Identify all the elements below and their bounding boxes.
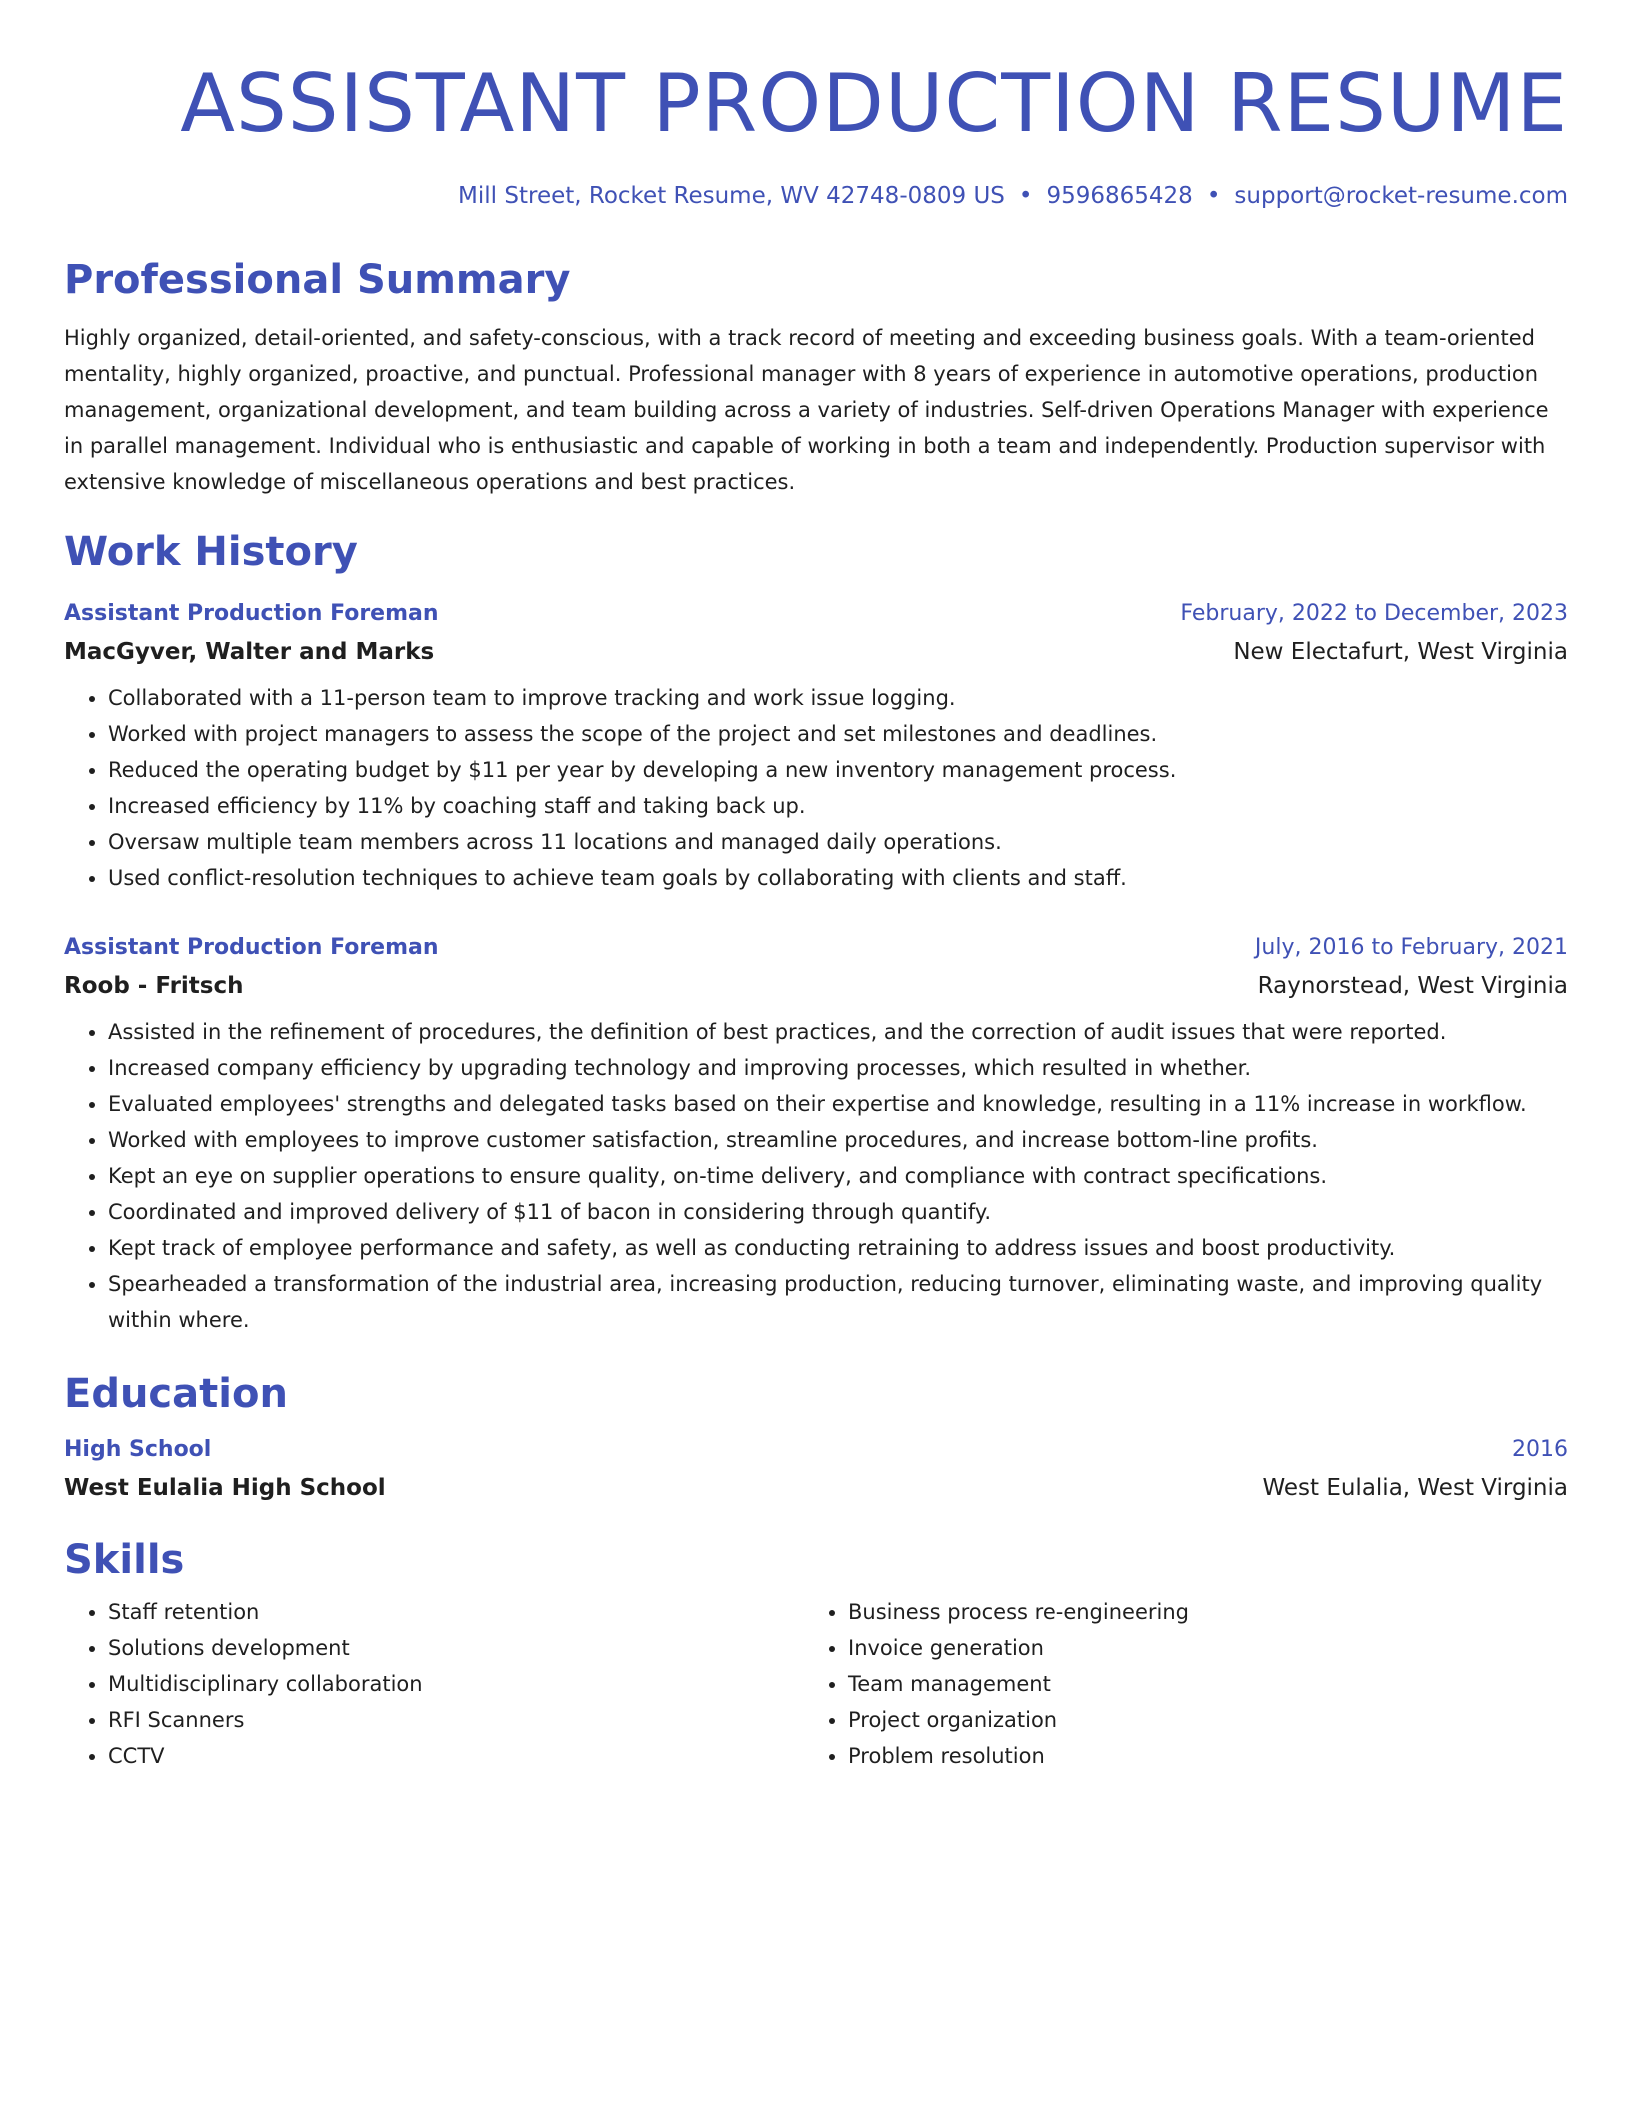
job-bullet: • Spearheaded a transformation of the industrial area, increasing production, reducing turnover, eliminating waste, and improving quality within where.: [108, 1266, 1568, 1338]
job-title: Assistant Production Foreman: [64, 935, 439, 960]
resume-page: [64, 0, 1568, 1774]
job-bullet: • Kept an eye on supplier operations to ensure quality, on-time delivery, and compliance with contract specifications.: [108, 1158, 1568, 1194]
job-header-row: [64, 596, 1568, 632]
job-title: Assistant Production Foreman: [64, 601, 439, 626]
job-bullet: • Coordinated and improved delivery of $11 of bacon in considering through quantify.: [108, 1194, 1568, 1230]
contact-line: [64, 180, 1568, 212]
skill-item: • Multidisciplinary collaboration: [108, 1666, 804, 1702]
skills-column-right: [804, 1594, 1568, 1774]
work-history-heading: Work History: [64, 529, 358, 575]
education-location: West Eulalia, West Virginia: [1262, 1475, 1568, 1501]
skills-column-left: [64, 1594, 804, 1774]
education-school: West Eulalia High School: [64, 1475, 386, 1501]
skill-item: • CCTV: [108, 1738, 804, 1774]
job-bullet: • Used conflict-resolution techniques to achieve team goals by collaborating with clients and staff.: [108, 860, 1568, 896]
contact-separator: •: [1206, 183, 1221, 209]
education-heading: Education: [64, 1371, 288, 1417]
education-entry: [64, 1432, 1568, 1508]
job-bullets: [64, 680, 1568, 896]
education-header-row: [64, 1432, 1568, 1468]
skill-item: • Team management: [848, 1666, 1568, 1702]
job-employer-row: [64, 966, 1568, 1006]
summary-text: Highly organized, detail-oriented, and safety-conscious, with a track record of meeting and exceeding business goals. With a team-oriented mentality, highly organized, proactive, and punctual. Professional manager with 8 years of experience in automotive operations, production management, organizational development, and team building across a variety of industries. Self-driven Operations Manager with experience in parallel management. Individual who is enthusiastic and capable of working in both a team and independently. Production supervisor with extensive knowledge of miscellaneous operations and best practices.: [64, 326, 1549, 494]
job-employer: Roob - Fritsch: [64, 973, 244, 999]
job-entry: [64, 930, 1568, 1338]
job-bullets: [64, 1014, 1568, 1338]
job-header-row: [64, 930, 1568, 966]
contact-separator: •: [1018, 183, 1033, 209]
education-school-row: [64, 1468, 1568, 1508]
skill-item: • Staff retention: [108, 1594, 804, 1630]
job-bullet: • Worked with project managers to assess the scope of the project and set milestones and deadlines.: [108, 716, 1568, 752]
job-employer-row: [64, 632, 1568, 672]
job-bullet: • Kept track of employee performance and safety, as well as conducting retraining to address issues and boost productivity.: [108, 1230, 1568, 1266]
skill-item: • Business process re-engineering: [848, 1594, 1568, 1630]
skill-item: • Project organization: [848, 1702, 1568, 1738]
resume-title: ASSISTANT PRODUCTION RESUME: [180, 57, 1568, 150]
job-employer: MacGyver, Walter and Marks: [64, 639, 435, 665]
education-degree: High School: [64, 1437, 212, 1462]
skill-item: • RFI Scanners: [108, 1702, 804, 1738]
job-entry: [64, 596, 1568, 896]
job-bullet: • Evaluated employees' strengths and delegated tasks based on their expertise and knowledge, resulting in a 11% increase in workflow.: [108, 1086, 1568, 1122]
skills-list: [64, 1594, 1568, 1774]
job-bullet: • Assisted in the refinement of procedures, the definition of best practices, and the correction of audit issues that were reported.: [108, 1014, 1568, 1050]
job-bullet: • Increased company efficiency by upgrading technology and improving processes, which resulted in whether.: [108, 1050, 1568, 1086]
job-bullet: • Collaborated with a 11-person team to improve tracking and work issue logging.: [108, 680, 1568, 716]
education-year: 2016: [1512, 1437, 1568, 1462]
summary-heading: Professional Summary: [64, 257, 571, 303]
skills-heading: Skills: [64, 1537, 185, 1583]
skill-item: • Solutions development: [108, 1630, 804, 1666]
skill-item: • Problem resolution: [848, 1738, 1568, 1774]
job-dates: July, 2016 to February, 2021: [1254, 935, 1568, 960]
job-bullet: • Oversaw multiple team members across 11 locations and managed daily operations.: [108, 824, 1568, 860]
job-location: New Electafurt, West Virginia: [1233, 639, 1568, 665]
contact-address: Mill Street, Rocket Resume, WV 42748-0809 US: [458, 183, 1005, 209]
job-bullet: • Worked with employees to improve customer satisfaction, streamline procedures, and increase bottom-line profits.: [108, 1122, 1568, 1158]
skill-item: • Invoice generation: [848, 1630, 1568, 1666]
contact-phone: 9596865428: [1046, 183, 1193, 209]
job-bullet: • Reduced the operating budget by $11 per year by developing a new inventory management process.: [108, 752, 1568, 788]
job-location: Raynorstead, West Virginia: [1257, 973, 1568, 999]
job-bullet: • Increased efficiency by 11% by coaching staff and taking back up.: [108, 788, 1568, 824]
job-dates: February, 2022 to December, 2023: [1180, 601, 1568, 626]
contact-email[interactable]: support@rocket-resume.com: [1234, 183, 1568, 209]
